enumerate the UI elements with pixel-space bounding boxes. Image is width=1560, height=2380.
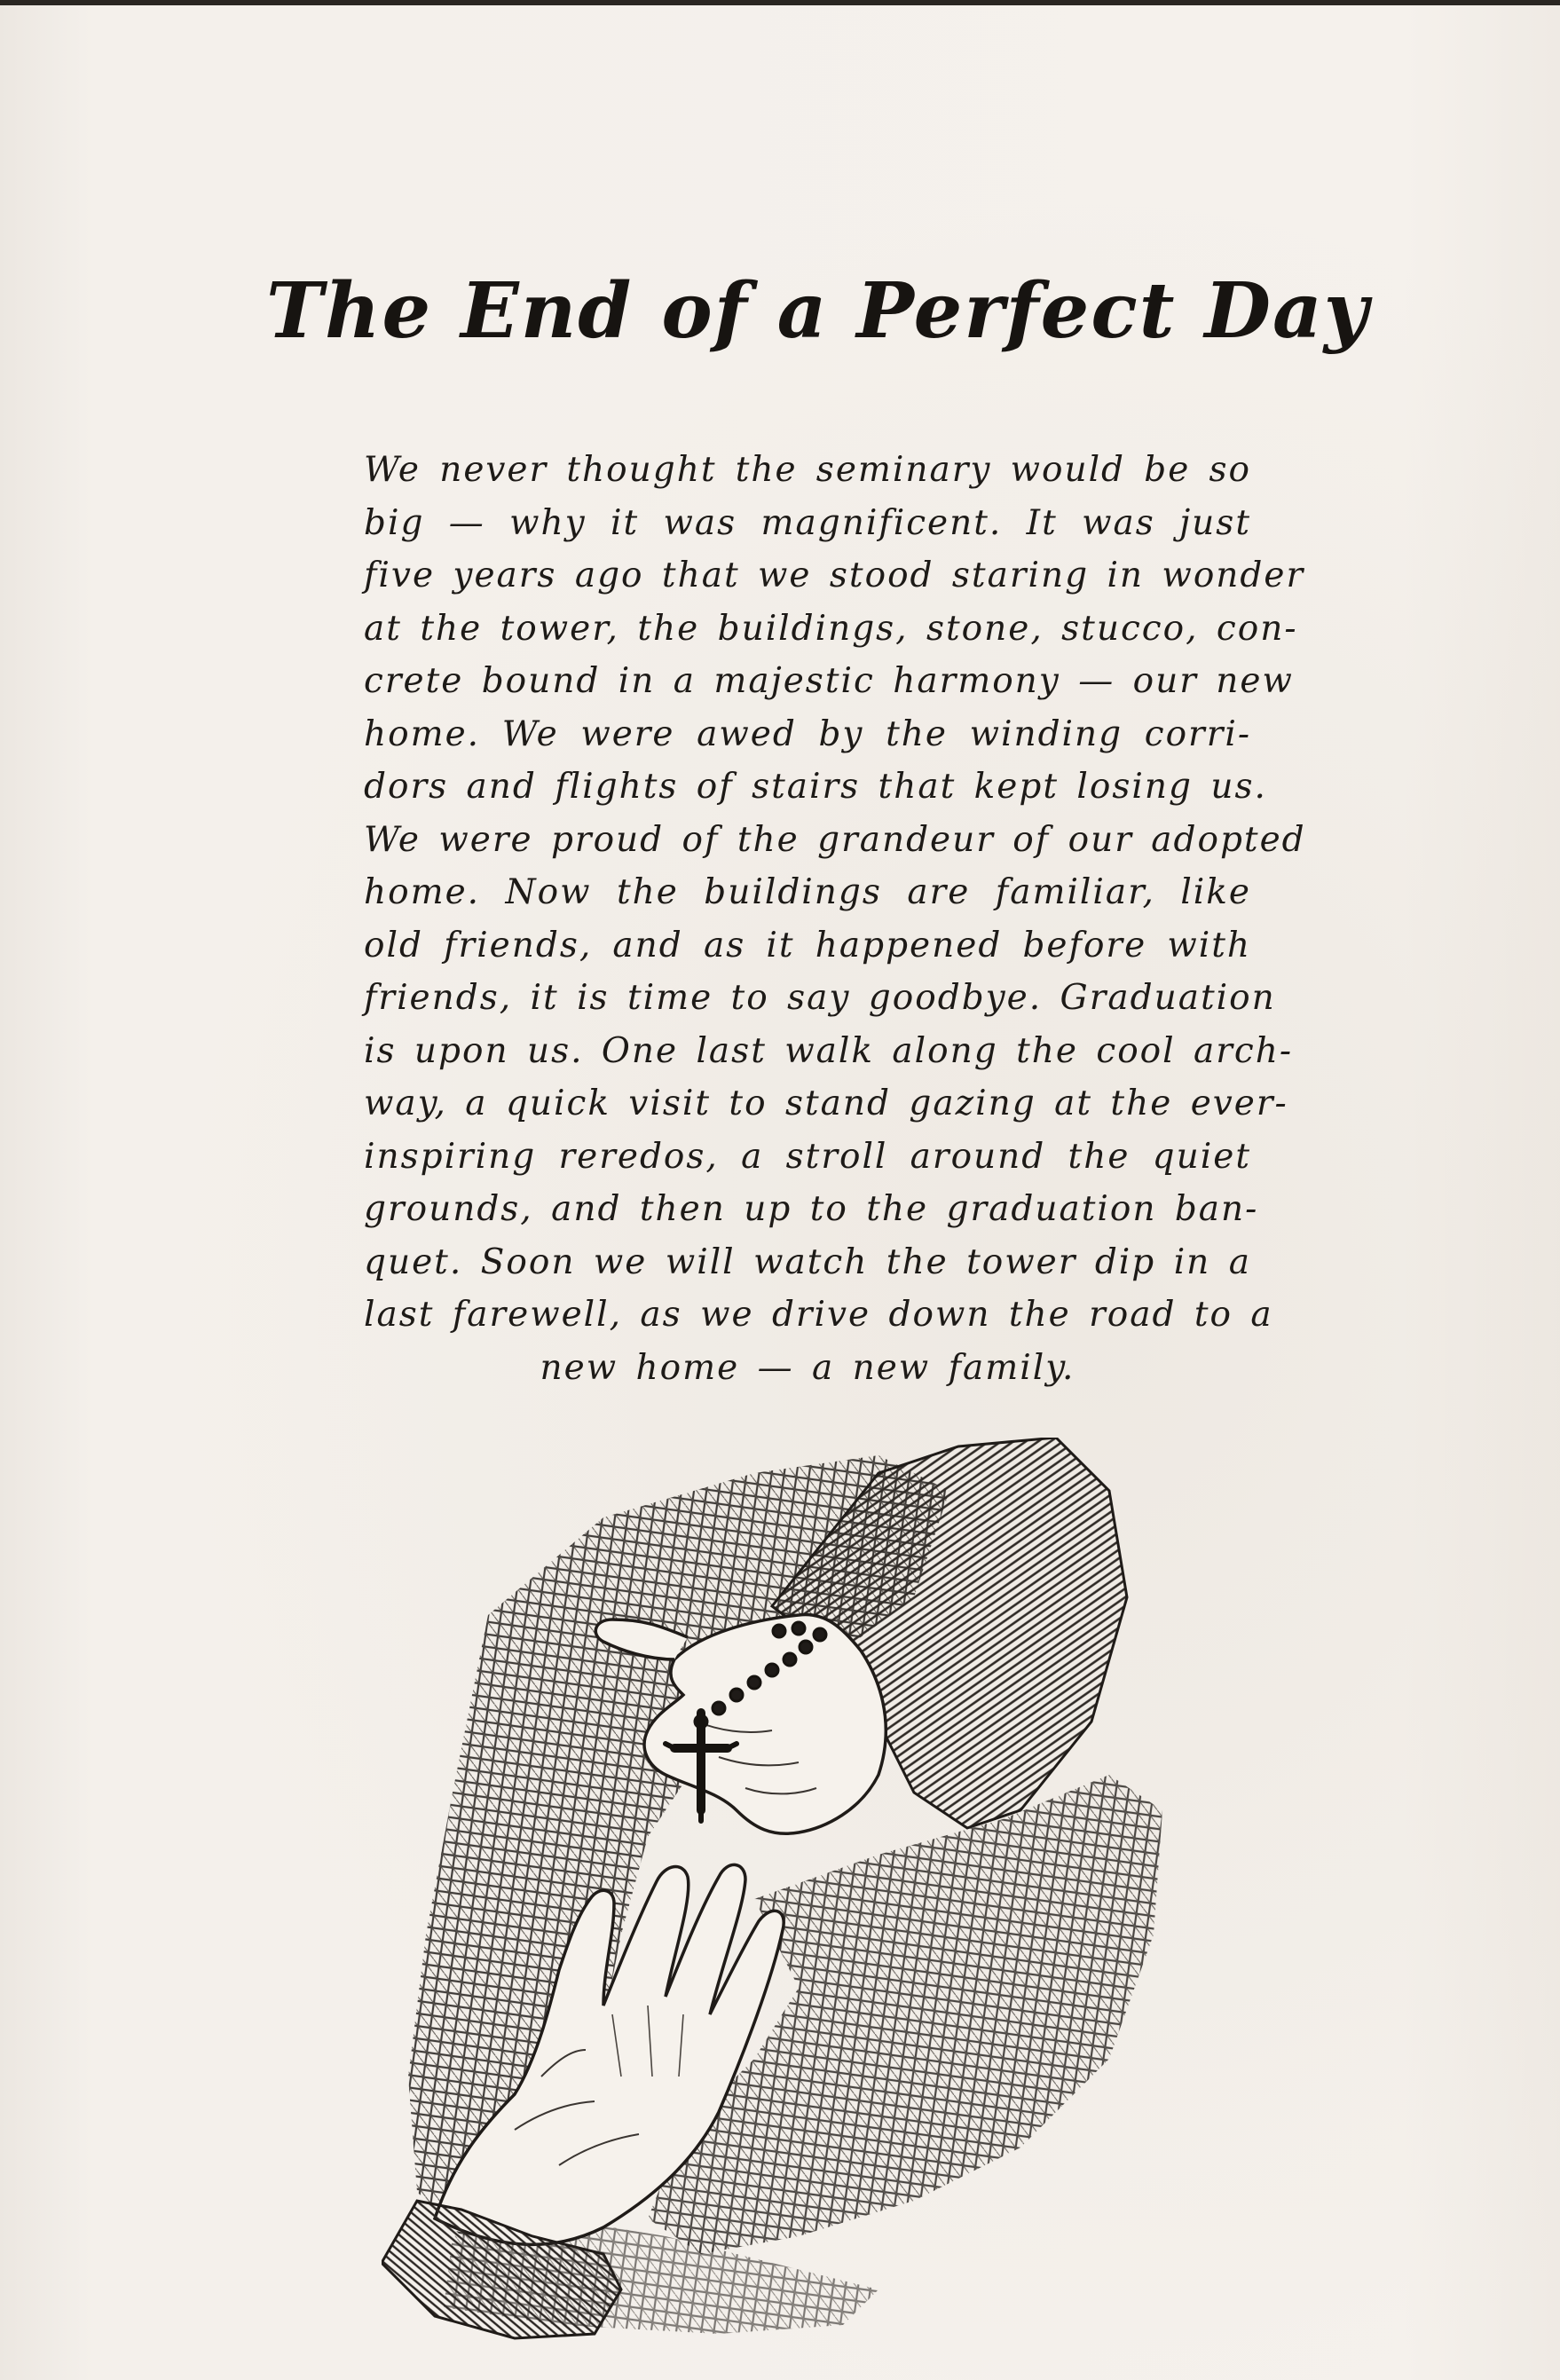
paragraph-line: grounds, and then up to the graduation ban- [364,1189,1259,1229]
paragraph-line: home. Now the buildings are familiar, like [364,872,1251,912]
page-top-edge [0,0,1560,5]
paragraph-line: crete bound in a majestic harmony — our new [364,661,1294,701]
paragraph-line: We never thought the seminary would be so [364,450,1251,490]
hands-passing-rosary-icon [382,1438,1233,2343]
body-paragraph [364,444,1306,1394]
paragraph-line: last farewell, as we drive down the road to a [364,1295,1273,1335]
paragraph-line: dors and flights of stairs that kept losing us. [364,767,1267,807]
paragraph-line: is upon us. One last walk along the cool arch- [364,1030,1294,1071]
paragraph-line: at the tower, the buildings, stone, stucco, con- [364,608,1298,649]
paragraph-line: quet. Soon we will watch the tower dip in a [364,1241,1251,1282]
paragraph-line: We were proud of the grandeur of our adopted [364,819,1306,860]
page-title: The End of a Perfect Day [266,266,1370,356]
paragraph-line: way, a quick visit to stand gazing at the ever- [364,1084,1288,1123]
paragraph-line: old friends, and as it happened before with [364,925,1251,965]
paragraph-line: five years ago that we stood staring in wonder [364,556,1305,595]
paragraph-line: inspiring reredos, a stroll around the quiet [364,1136,1251,1177]
paragraph-line: new home — a new family. [540,1347,1075,1388]
paragraph-line: big — why it was magnificent. It was just [364,502,1251,543]
paragraph-line: home. We were awed by the winding corri- [364,713,1251,754]
paragraph-line: friends, it is time to say goodbye. Graduation [364,978,1276,1018]
